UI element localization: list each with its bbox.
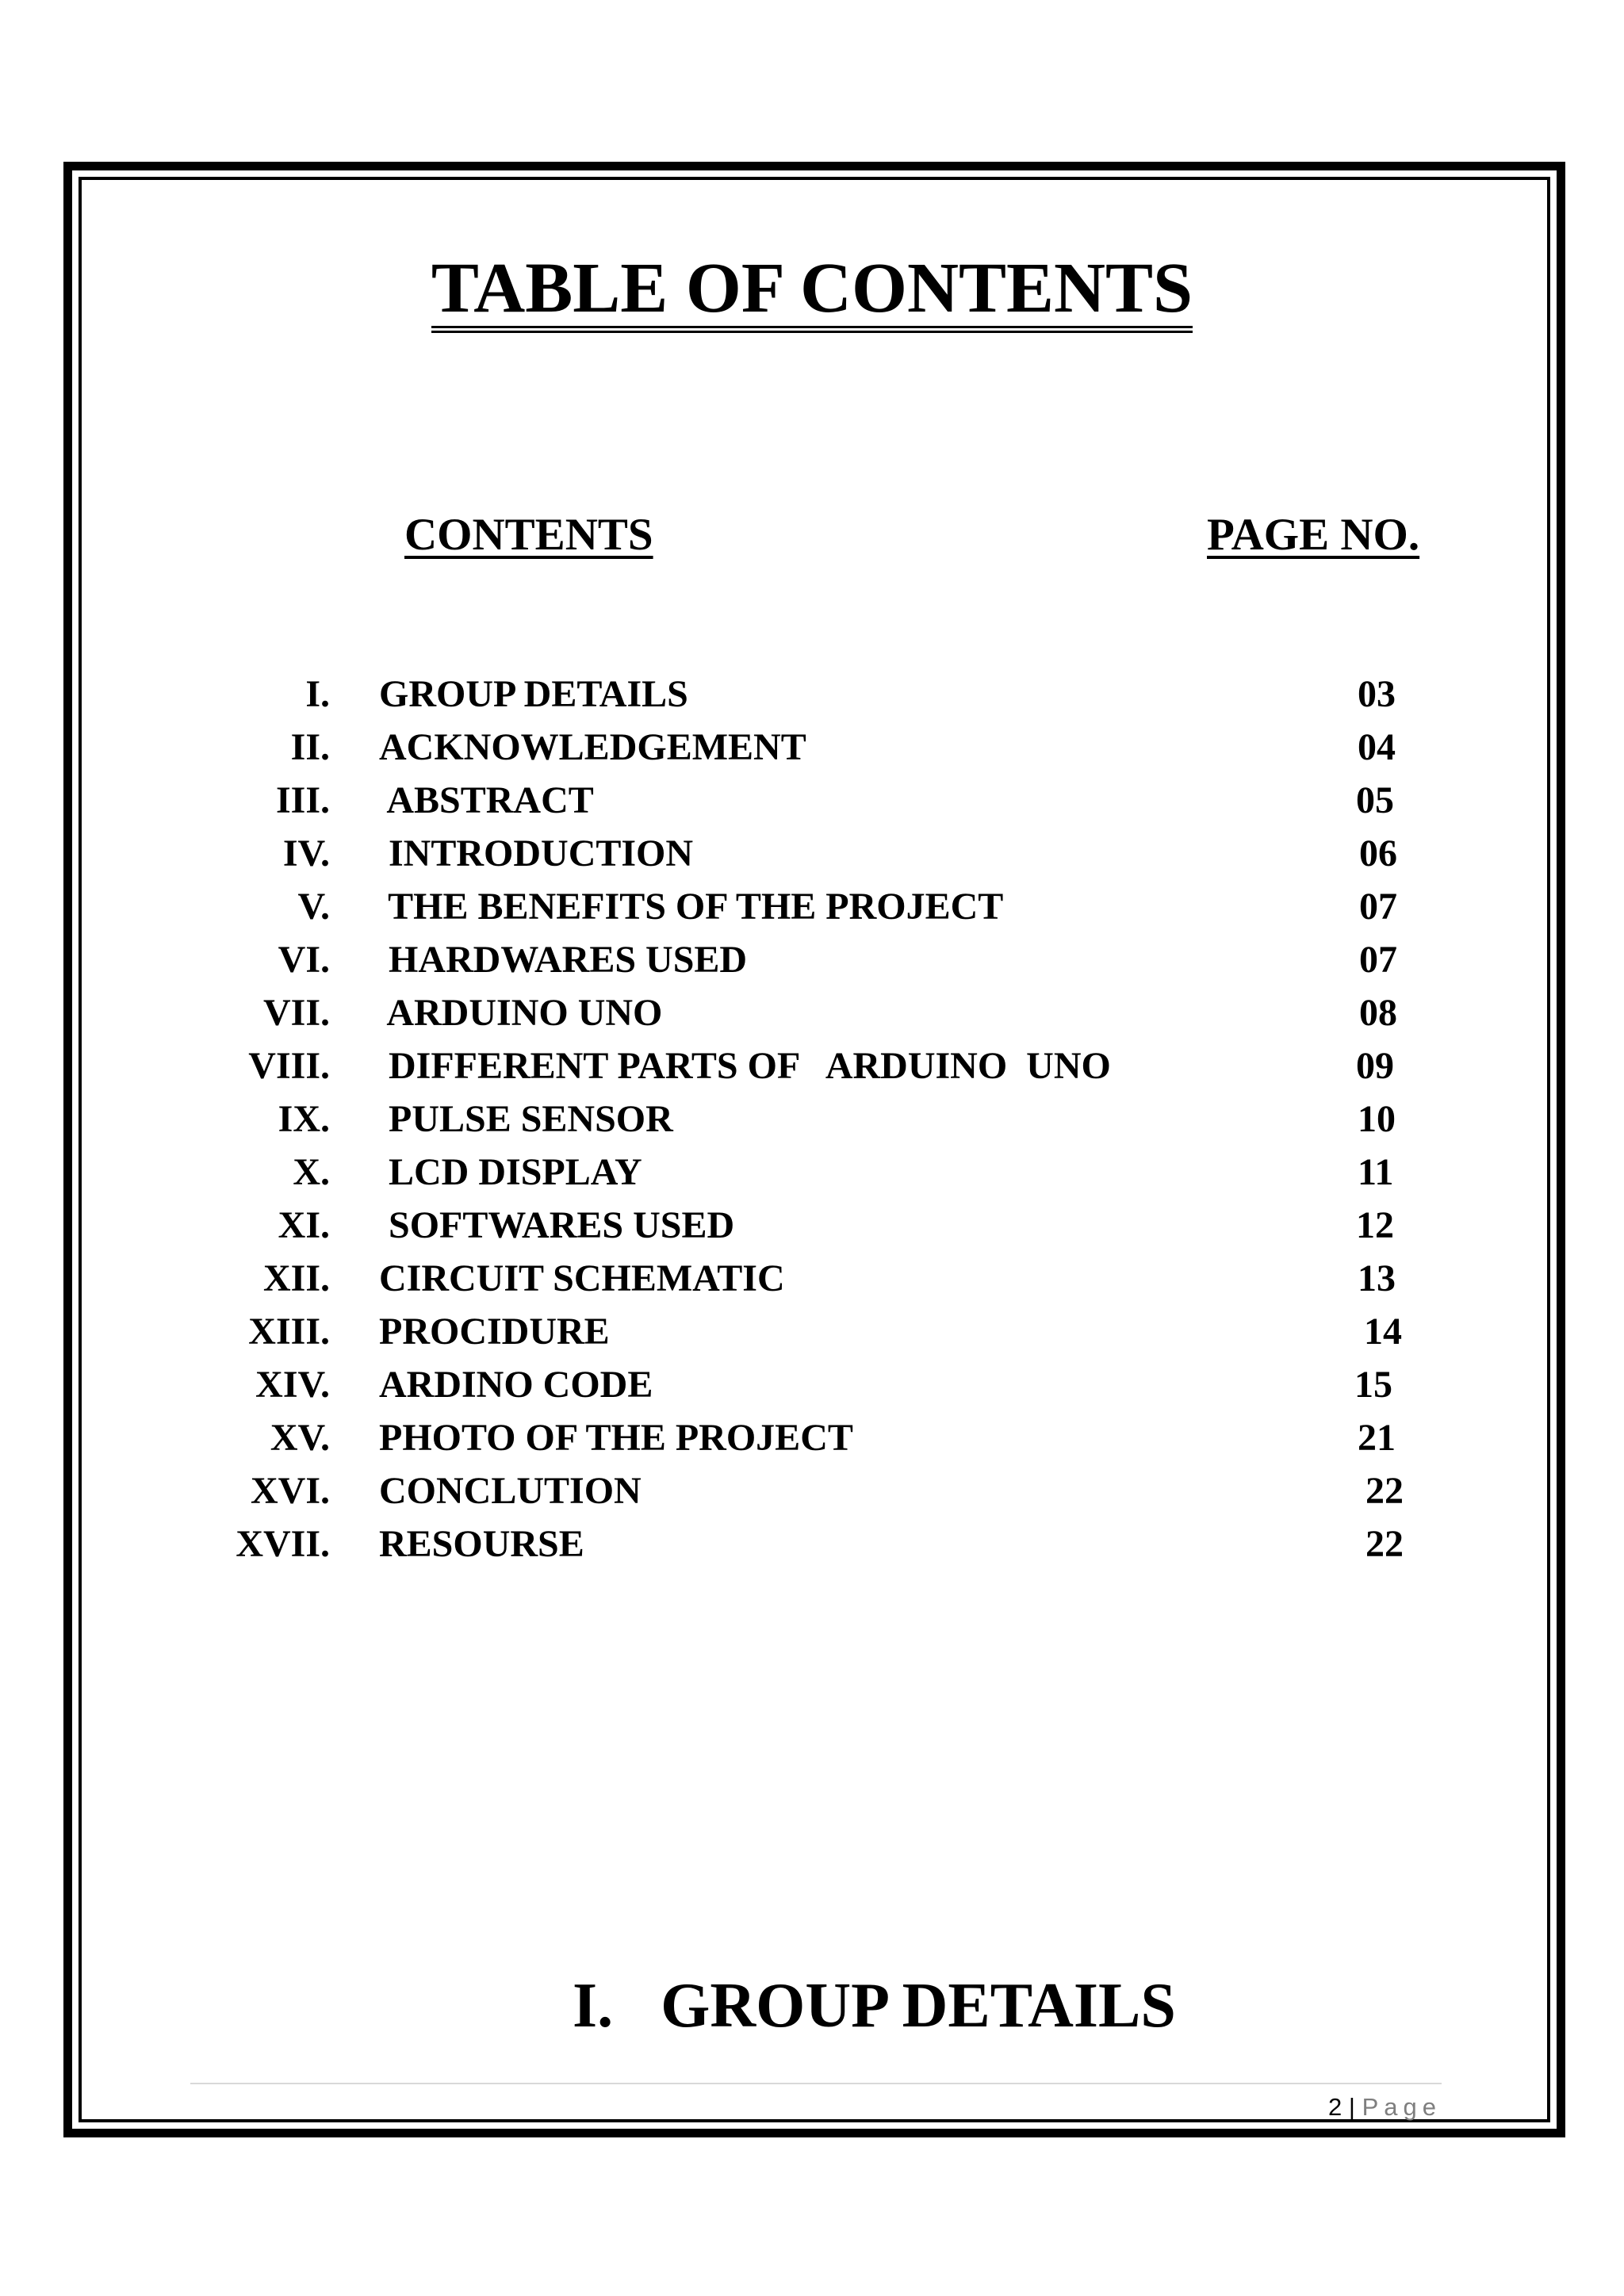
toc-row-label: THE BENEFITS OF THE PROJECT <box>379 886 1004 928</box>
toc-row-label: PULSE SENSOR <box>379 1098 673 1140</box>
toc-row-number: XV. <box>270 1417 330 1459</box>
page-footer <box>1300 2090 1442 2125</box>
toc-row <box>0 1464 1624 1517</box>
toc-row-label: INTRODUCTION <box>379 832 694 874</box>
toc-row <box>0 880 1624 933</box>
toc-row-page: 22 <box>1365 1470 1404 1512</box>
toc-row-number: X. <box>293 1151 330 1193</box>
toc-row <box>0 1093 1624 1146</box>
toc-row-page: 06 <box>1359 832 1397 874</box>
toc-row-page: 05 <box>1356 779 1394 821</box>
toc-row <box>0 774 1624 827</box>
toc-row-page: 07 <box>1359 939 1397 981</box>
toc-row <box>0 1199 1624 1252</box>
section-heading: I. GROUP DETAILS <box>573 1971 1176 2041</box>
toc-row-label: CIRCUIT SCHEMATIC <box>379 1257 785 1299</box>
footer-separator: | <box>1348 2093 1355 2121</box>
toc-row <box>0 1039 1624 1093</box>
toc-row <box>0 1517 1624 1571</box>
toc-row-number: XVII. <box>236 1523 330 1565</box>
toc-row-page: 14 <box>1364 1311 1402 1353</box>
toc-row-page: 10 <box>1358 1098 1396 1140</box>
toc-row-label: PHOTO OF THE PROJECT <box>379 1417 853 1459</box>
toc-row-page: 11 <box>1358 1151 1394 1193</box>
toc-row-label: ABSTRACT <box>379 779 594 821</box>
toc-row-label: HARDWARES USED <box>379 939 748 981</box>
toc-row-page: 09 <box>1356 1045 1394 1087</box>
toc-row-label: ARDINO CODE <box>379 1364 653 1406</box>
page-no-column-header: PAGE NO. <box>1207 510 1420 560</box>
toc-row-page: 13 <box>1358 1257 1396 1299</box>
toc-row-number: XI. <box>278 1204 330 1246</box>
toc-row-page: 04 <box>1358 726 1396 768</box>
toc-row-number: XII. <box>262 1257 330 1299</box>
page-title <box>0 247 1624 333</box>
toc-row-number: XIII. <box>248 1311 330 1353</box>
toc-row <box>0 986 1624 1039</box>
toc-row-page: 07 <box>1359 886 1397 928</box>
toc-row-number: IX. <box>278 1098 330 1140</box>
toc-row <box>0 721 1624 774</box>
toc-row-label: CONCLUTION <box>379 1470 642 1512</box>
toc-row-label: GROUP DETAILS <box>379 673 688 715</box>
toc-row-number: V. <box>297 886 330 928</box>
toc-row-page: 22 <box>1365 1523 1404 1565</box>
toc-row <box>0 1358 1624 1411</box>
toc-row-page: 21 <box>1358 1417 1396 1459</box>
footer-page-label: Page <box>1362 2093 1442 2121</box>
toc-row-label: DIFFERENT PARTS OF ARDUINO UNO <box>379 1045 1111 1087</box>
contents-column-header: CONTENTS <box>404 510 653 560</box>
page-title-text: TABLE OF CONTENTS <box>431 251 1193 333</box>
toc-row-number: VIII. <box>248 1045 330 1087</box>
toc-row-label: ACKNOWLEDGEMENT <box>379 726 806 768</box>
footer-page-number: 2 <box>1328 2093 1342 2121</box>
table-of-contents-list <box>0 668 1624 1571</box>
toc-row-page: 08 <box>1359 992 1397 1034</box>
toc-row-number: VI. <box>278 939 330 981</box>
toc-row-page: 15 <box>1354 1364 1392 1406</box>
toc-row <box>0 1305 1624 1358</box>
toc-row-number: XIV. <box>255 1364 330 1406</box>
footer-divider <box>190 2083 1442 2084</box>
toc-row-label: SOFTWARES USED <box>379 1204 735 1246</box>
toc-row <box>0 1411 1624 1464</box>
toc-row-number: I. <box>305 673 330 715</box>
toc-row-number: XVI. <box>250 1470 330 1512</box>
toc-row-label: RESOURSE <box>379 1523 584 1565</box>
toc-row <box>0 933 1624 986</box>
toc-row-number: IV. <box>282 832 330 874</box>
toc-row-number: VII. <box>262 992 330 1034</box>
toc-row-page: 03 <box>1358 673 1396 715</box>
toc-row <box>0 827 1624 880</box>
toc-row-number: III. <box>275 779 330 821</box>
toc-row <box>0 1146 1624 1199</box>
toc-row-label: ARDUINO UNO <box>379 992 663 1034</box>
toc-row-page: 12 <box>1356 1204 1394 1246</box>
toc-row <box>0 668 1624 721</box>
toc-row <box>0 1252 1624 1305</box>
toc-row-number: II. <box>290 726 330 768</box>
toc-row-label: PROCIDURE <box>379 1311 610 1353</box>
toc-row-label: LCD DISPLAY <box>379 1151 642 1193</box>
